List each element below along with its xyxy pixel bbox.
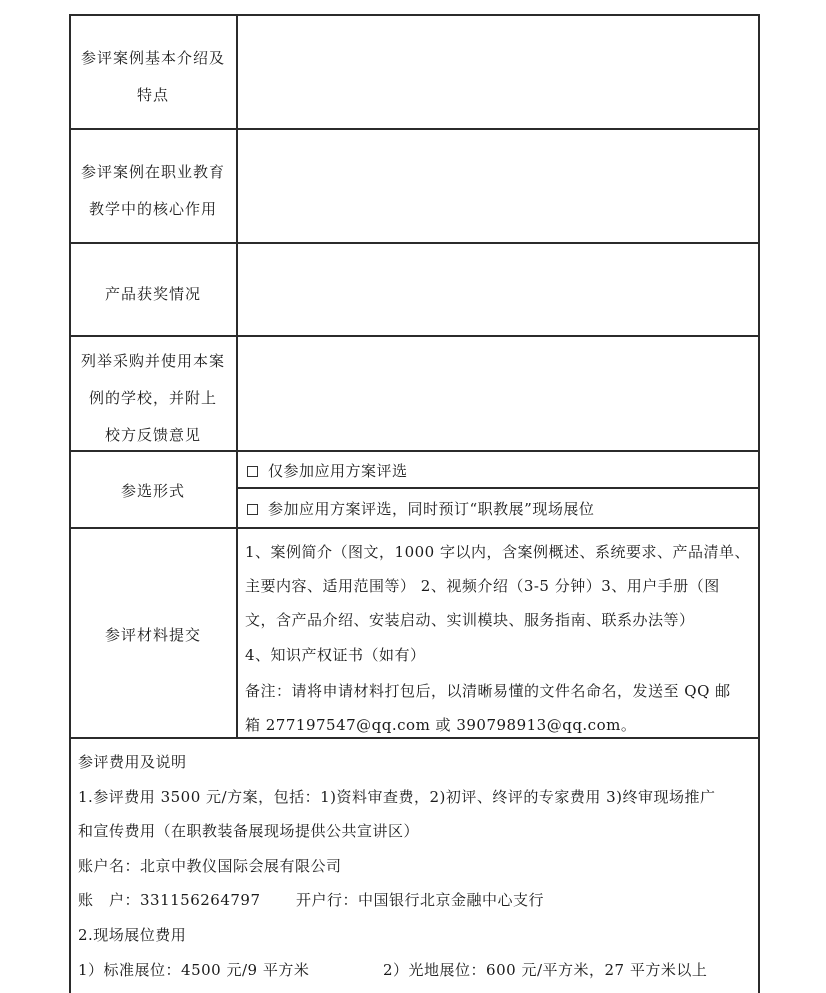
- booth-title: 2.现场展位费用: [78, 926, 187, 944]
- option-exhibit-only[interactable]: [247, 460, 408, 481]
- checkbox-icon[interactable]: [247, 504, 258, 515]
- materials-line: 1、案例简介（图文，1000 字以内，含案例概述、系统要求、产品清单、: [245, 543, 750, 561]
- intro-label-line2: 特点: [136, 86, 169, 104]
- intro-label-line1: 参评案例基本介绍及: [80, 49, 225, 67]
- schools-label-line3: 校方反馈意见: [104, 426, 201, 444]
- awards-label: 产品获奖情况: [104, 285, 201, 303]
- table-border-right: [758, 14, 760, 993]
- materials-email: 箱 277197547@qq.com 或 390798913@qq.com。: [245, 716, 637, 734]
- form-label: 参选形式: [120, 482, 185, 500]
- row-divider: [69, 737, 759, 739]
- row-divider: [69, 527, 759, 529]
- option-exhibit-only-label: 仅参加应用方案评选: [268, 462, 408, 480]
- fees-title: 参评费用及说明: [78, 753, 187, 771]
- fees-line2: 和宣传费用（在职教装备展现场提供公共宣讲区）: [78, 822, 420, 840]
- core-role-label-line2: 教学中的核心作用: [88, 200, 217, 218]
- schools-label-line2: 例的学校，并附上: [88, 389, 217, 407]
- core-role-label-line1: 参评案例在职业教育: [80, 163, 225, 181]
- account-number: 账 户：331156264797: [78, 891, 261, 909]
- intro-input-cell[interactable]: [238, 16, 757, 127]
- option-divider: [236, 487, 759, 489]
- core-role-input-cell[interactable]: [238, 130, 757, 241]
- option-exhibit-and-booth[interactable]: [247, 498, 594, 519]
- account-name: 账户名：北京中教仪国际会展有限公司: [78, 857, 342, 875]
- booth-standard: 1）标准展位：4500 元/9 平方米: [78, 961, 310, 979]
- materials-line: 主要内容、适用范围等） 2、视频介绍（3-5 分钟）3、用户手册（图: [245, 577, 720, 595]
- core-role-label: [70, 154, 236, 228]
- fees-line1: 1.参评费用 3500 元/方案，包括：1)资料审查费，2)初评、终评的专家费用 3)终审现场推广: [78, 788, 716, 806]
- booth-raw-space: 2）光地展位：600 元/平方米，27 平方米以上: [383, 961, 708, 979]
- awards-input-cell[interactable]: [238, 244, 757, 334]
- materials-line: 4、知识产权证书（如有）: [245, 646, 426, 664]
- schools-label-line1: 列举采购并使用本案: [80, 352, 225, 370]
- schools-input-cell[interactable]: [238, 337, 757, 449]
- schools-label: [70, 343, 236, 454]
- intro-label: [70, 40, 236, 114]
- materials-note: 备注：请将申请材料打包后，以清晰易懂的文件名命名，发送至 QQ 邮: [245, 682, 731, 700]
- bank-name: 开户行：中国银行北京金融中心支行: [296, 891, 545, 909]
- materials-line: 文，含产品介绍、安装启动、实训模块、服务指南、联系办法等）: [245, 611, 695, 629]
- checkbox-icon[interactable]: [247, 466, 258, 477]
- option-exhibit-and-booth-label: 参加应用方案评选，同时预订“职教展”现场展位: [268, 500, 595, 518]
- materials-label: 参评材料提交: [104, 626, 201, 644]
